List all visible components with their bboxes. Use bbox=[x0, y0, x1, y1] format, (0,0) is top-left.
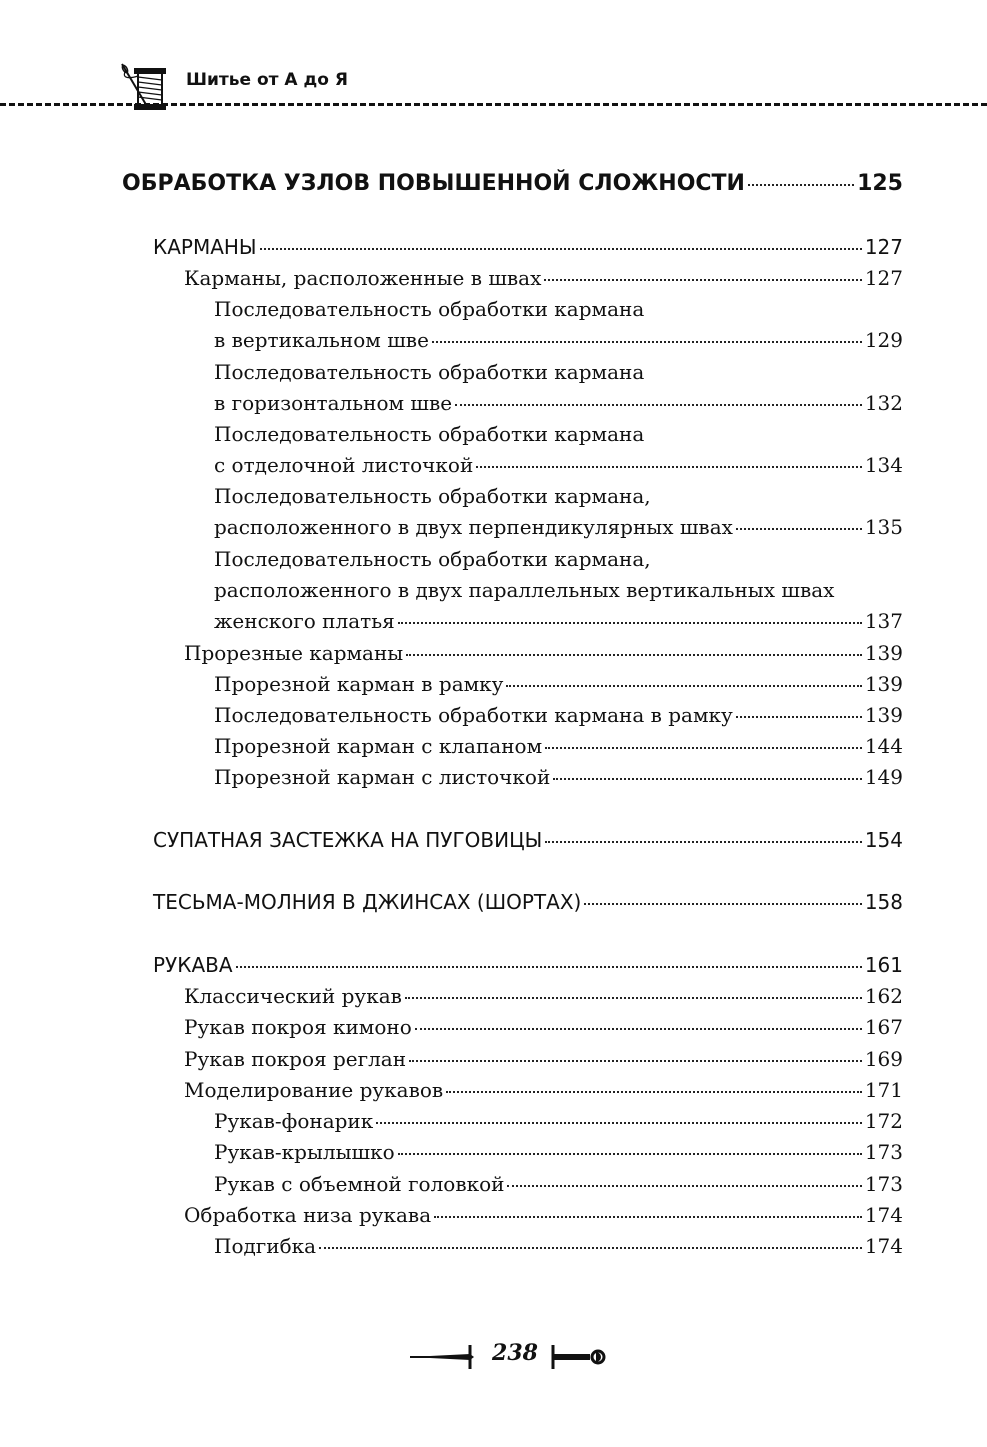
toc-entry: Последовательность обработки кармана в рамку 139 bbox=[214, 703, 903, 727]
toc-entry-line: Последовательность обработки кармана bbox=[214, 360, 645, 384]
toc-entry: в горизонтальном шве 132 bbox=[214, 391, 903, 415]
toc-entry: Прорезной карман в рамку 139 bbox=[214, 672, 903, 696]
toc-entry: КАРМАНЫ 127 bbox=[153, 235, 903, 259]
toc-entry: Моделирование рукавов 171 bbox=[184, 1078, 903, 1102]
toc-entry: в вертикальном шве 129 bbox=[214, 328, 903, 352]
toc-entry: СУПАТНАЯ ЗАСТЕЖКА НА ПУГОВИЦЫ 154 bbox=[153, 828, 903, 852]
toc-entry: ТЕСЬМА-МОЛНИЯ В ДЖИНСАХ (ШОРТАХ) 158 bbox=[153, 890, 903, 914]
toc-entry: Карманы, расположенные в швах 127 bbox=[184, 266, 903, 290]
toc-entry: Рукав с объемной головкой 173 bbox=[214, 1172, 903, 1196]
toc-entry-line: расположенного в двух параллельных вертикальных швах bbox=[214, 578, 835, 602]
page-number: 238 bbox=[492, 1340, 538, 1366]
toc-entry: Классический рукав 162 bbox=[184, 984, 903, 1008]
toc-entry: Прорезной карман с клапаном 144 bbox=[214, 734, 903, 758]
toc-section-heading: ОБРАБОТКА УЗЛОВ ПОВЫШЕННОЙ СЛОЖНОСТИ 125 bbox=[122, 171, 903, 196]
toc-entry: Прорезной карман с листочкой 149 bbox=[214, 765, 903, 789]
needle-icon bbox=[410, 1345, 474, 1369]
book-title: Шитье от А до Я bbox=[186, 70, 348, 90]
toc-entry: Обработка низа рукава 174 bbox=[184, 1203, 903, 1227]
toc-entry: РУКАВА 161 bbox=[153, 953, 903, 977]
toc-entry: Рукав-крылышко 173 bbox=[214, 1140, 903, 1164]
toc-entry: женского платья 137 bbox=[214, 609, 903, 633]
leader-dots bbox=[748, 184, 854, 186]
toc-entry: с отделочной листочкой 134 bbox=[214, 453, 903, 477]
header-dashed-divider bbox=[0, 103, 987, 106]
toc-entry: Рукав покроя кимоно 167 bbox=[184, 1015, 903, 1039]
toc-entry: Прорезные карманы 139 bbox=[184, 641, 903, 665]
toc-entry-line: Последовательность обработки кармана, bbox=[214, 484, 651, 508]
toc-entry-line: Последовательность обработки кармана, bbox=[214, 547, 651, 571]
toc-entry: расположенного в двух перпендикулярных швах 135 bbox=[214, 515, 903, 539]
needle-with-eye-icon bbox=[553, 1345, 604, 1369]
toc-entry: Подгибка 174 bbox=[214, 1234, 903, 1258]
toc-entry: Рукав-фонарик 172 bbox=[214, 1109, 903, 1133]
toc-entry: Рукав покроя реглан 169 bbox=[184, 1047, 903, 1071]
toc-entry-line: Последовательность обработки кармана bbox=[214, 297, 645, 321]
toc-entry-line: Последовательность обработки кармана bbox=[214, 422, 645, 446]
